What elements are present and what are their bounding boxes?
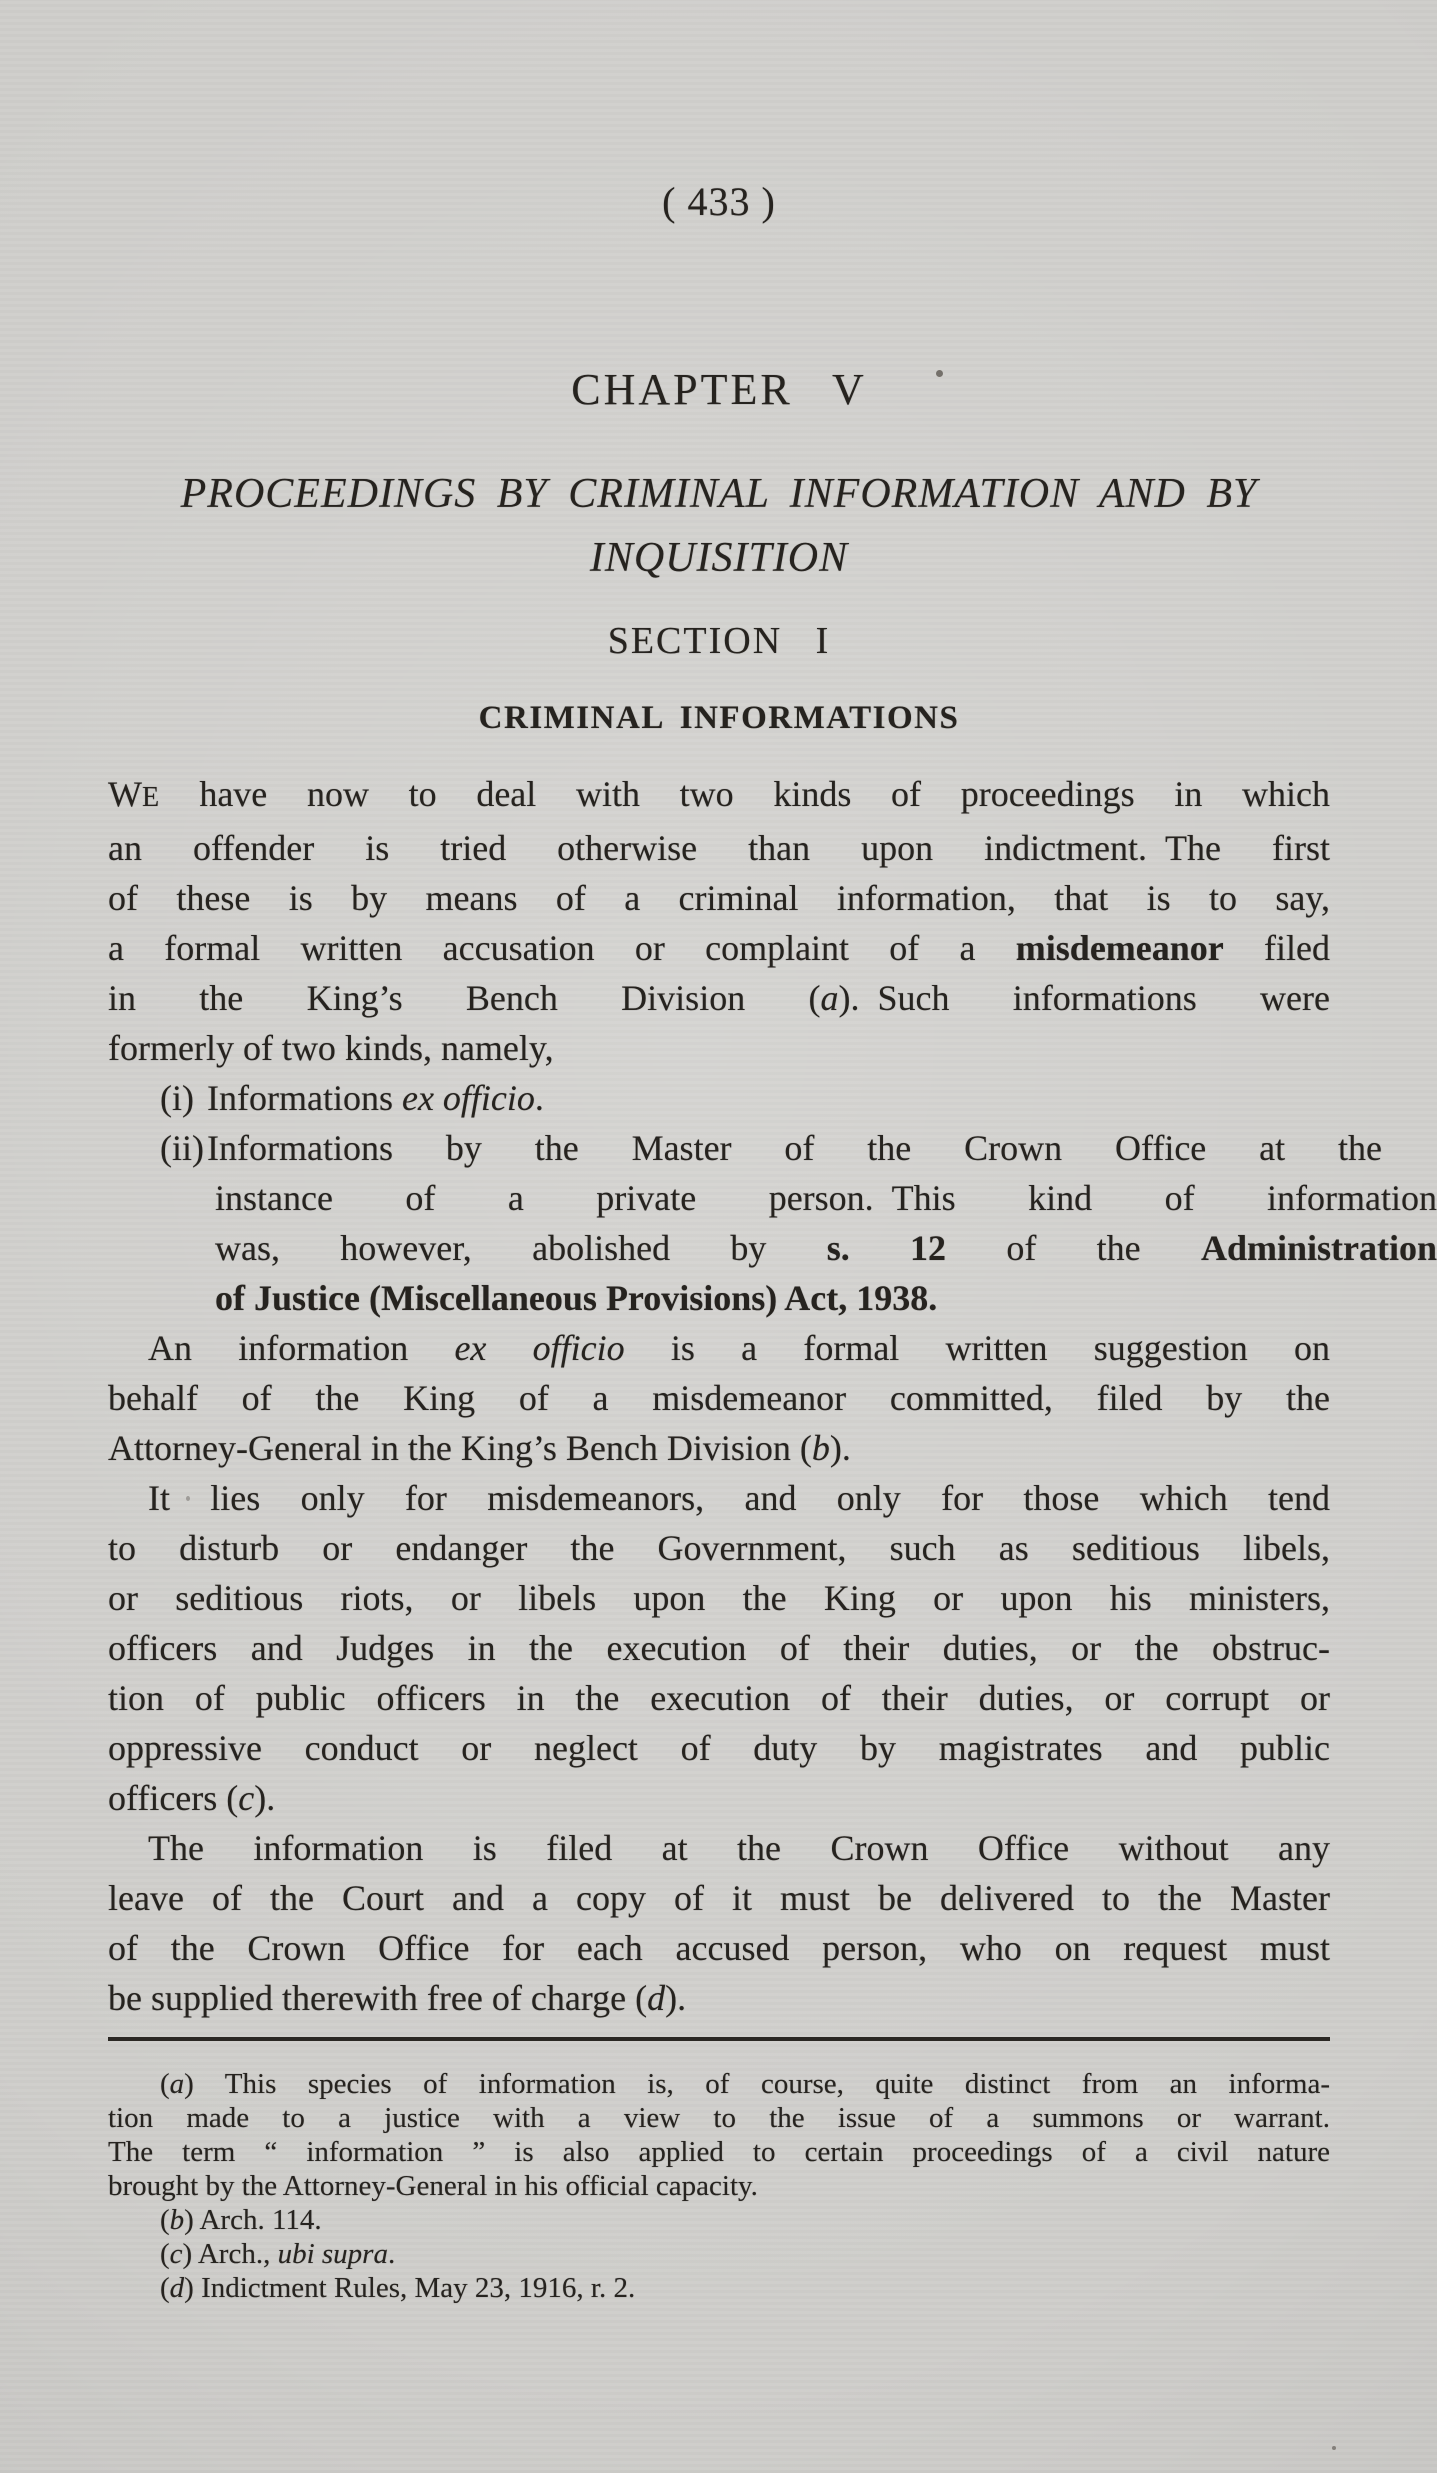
body-line [108, 1223, 1437, 1273]
chapter-heading: CHAPTER V [571, 365, 867, 414]
body-line: oppressive conduct or neglect of duty by magistrates and public [108, 1728, 1330, 1768]
footnote-text: ( [160, 2272, 170, 2304]
body-line-text: in the King’s Bench Division ( [108, 978, 821, 1018]
body-line-text: . [534, 1078, 544, 1118]
bold-term: Administration [1200, 1228, 1437, 1268]
footnote-label: d [169, 2272, 185, 2304]
footnote-text: ) Indictment Rules, May 23, 1916, r. 2. [184, 2272, 636, 2304]
body-line: leave of the Court and a copy of it must be delivered to the Master [108, 1878, 1330, 1918]
body-line-text: filed [1223, 928, 1330, 968]
list-marker: (ii) [160, 1128, 204, 1168]
page-number: ( 433 ) [662, 179, 776, 224]
subsection-heading: CRIMINAL INFORMATIONS [478, 700, 960, 736]
footnote-line [108, 2237, 1330, 2271]
body-line-text: ). [254, 1778, 276, 1818]
footnote-line [108, 2271, 1330, 2305]
footnote-text: ) This species of information is, of course, quite distinct from an informa- [184, 2068, 1330, 2100]
footnote-ref: d [647, 1978, 666, 2018]
bold-term: misdemeanor [1015, 928, 1224, 968]
footnote-label: a [169, 2068, 185, 2100]
footnote-ref: c [238, 1778, 255, 1818]
footnote-line [108, 2203, 1330, 2237]
body-line: instance of a private person. This kind of information [215, 1178, 1437, 1218]
footnote-ref: b [811, 1428, 830, 1468]
latin-phrase: ex officio [454, 1328, 625, 1368]
footnote-line: tion made to a justice with a view to the issue of a summons or warrant. [108, 2102, 1330, 2134]
footnote-text: ) Arch. 114. [184, 2204, 322, 2236]
body-line-text: is a formal written suggestion on [624, 1328, 1330, 1368]
footnote-line [108, 2067, 1330, 2101]
ink-speck [1332, 2446, 1336, 2450]
body-line: an offender is tried otherwise than upon indictment. The first [108, 828, 1330, 868]
chapter-title [108, 462, 1330, 590]
body-line-text: was, however, abolished by [215, 1228, 827, 1268]
list-item [108, 1073, 1382, 1123]
chapter-title-line: INQUISITION [589, 535, 849, 581]
body-line: The information is filed at the Crown Office without any [148, 1828, 1330, 1868]
body-line-text: An information [148, 1328, 455, 1368]
page-content [108, 0, 1437, 2305]
footnote-line: brought by the Attorney-General in his official capacity. [108, 2170, 758, 2202]
list-marker: (i) [160, 1078, 194, 1118]
body-line-text: be supplied therewith free of charge ( [108, 1978, 648, 2018]
body-text [108, 769, 1437, 2023]
footnote-line: The term “ information ” is also applied to certain proceedings of a civil nature [108, 2136, 1330, 2168]
footnote-ref: a [820, 978, 839, 1018]
footnote-label: b [169, 2204, 185, 2236]
section-heading: SECTION I [607, 620, 831, 662]
latin-phrase: ubi supra [277, 2238, 388, 2270]
footnote-text: ( [160, 2238, 170, 2270]
body-line-text: of the [946, 1228, 1201, 1268]
body-line [108, 1773, 1330, 1823]
body-line-text: ). [829, 1428, 851, 1468]
drop-initial: W [108, 774, 142, 814]
body-line-text: have now to deal with two kinds of proceedings in which [159, 774, 1330, 814]
body-line [108, 923, 1330, 973]
footnotes [108, 2067, 1330, 2305]
body-line-text: Attorney-General in the King’s Bench Division ( [108, 1428, 812, 1468]
body-line-text: Informations [207, 1078, 402, 1118]
footnote-text: ) Arch., [182, 2238, 278, 2270]
body-line [108, 769, 1330, 823]
body-line: of Justice (Miscellaneous Provisions) Act, 1938. [215, 1278, 938, 1318]
footnote-text: ( [160, 2068, 170, 2100]
small-cap: E [141, 782, 160, 813]
body-line: of these is by means of a criminal information, that is to say, [108, 878, 1330, 918]
bold-term: s. 12 [826, 1228, 947, 1268]
body-line-text: ). [665, 1978, 687, 2018]
body-line-text: Informations by the Master of the Crown Office at the [207, 1128, 1382, 1168]
body-line: to disturb or endanger the Government, such as seditious libels, [108, 1528, 1330, 1568]
latin-phrase: ex officio [401, 1078, 535, 1118]
body-line [108, 973, 1330, 1023]
body-line: formerly of two kinds, namely, [108, 1028, 554, 1068]
body-line: or seditious riots, or libels upon the King or upon his ministers, [108, 1578, 1330, 1618]
body-line-text: a formal written accusation or complaint of a [108, 928, 1016, 968]
list-item [108, 1123, 1382, 1173]
chapter-title-line: PROCEEDINGS BY CRIMINAL INFORMATION AND BY [180, 471, 1258, 517]
body-line: officers and Judges in the execution of their duties, or the obstruc- [108, 1628, 1330, 1668]
body-line: It lies only for misdemeanors, and only for those which tend [148, 1478, 1330, 1518]
footnote-divider-rule [108, 2037, 1330, 2041]
body-line-text: ). Such informations were [838, 978, 1330, 1018]
body-line [108, 1323, 1330, 1373]
body-line: behalf of the King of a misdemeanor committed, filed by the [108, 1378, 1330, 1418]
body-line: tion of public officers in the execution of their duties, or corrupt or [108, 1678, 1330, 1718]
body-line: of the Crown Office for each accused person, who on request must [108, 1928, 1330, 1968]
body-line [108, 1423, 1330, 1473]
footnote-label: c [169, 2238, 183, 2270]
body-line-text: officers ( [108, 1778, 239, 1818]
footnote-text: . [387, 2238, 396, 2270]
footnote-text: ( [160, 2204, 170, 2236]
body-line [108, 1973, 1330, 2023]
